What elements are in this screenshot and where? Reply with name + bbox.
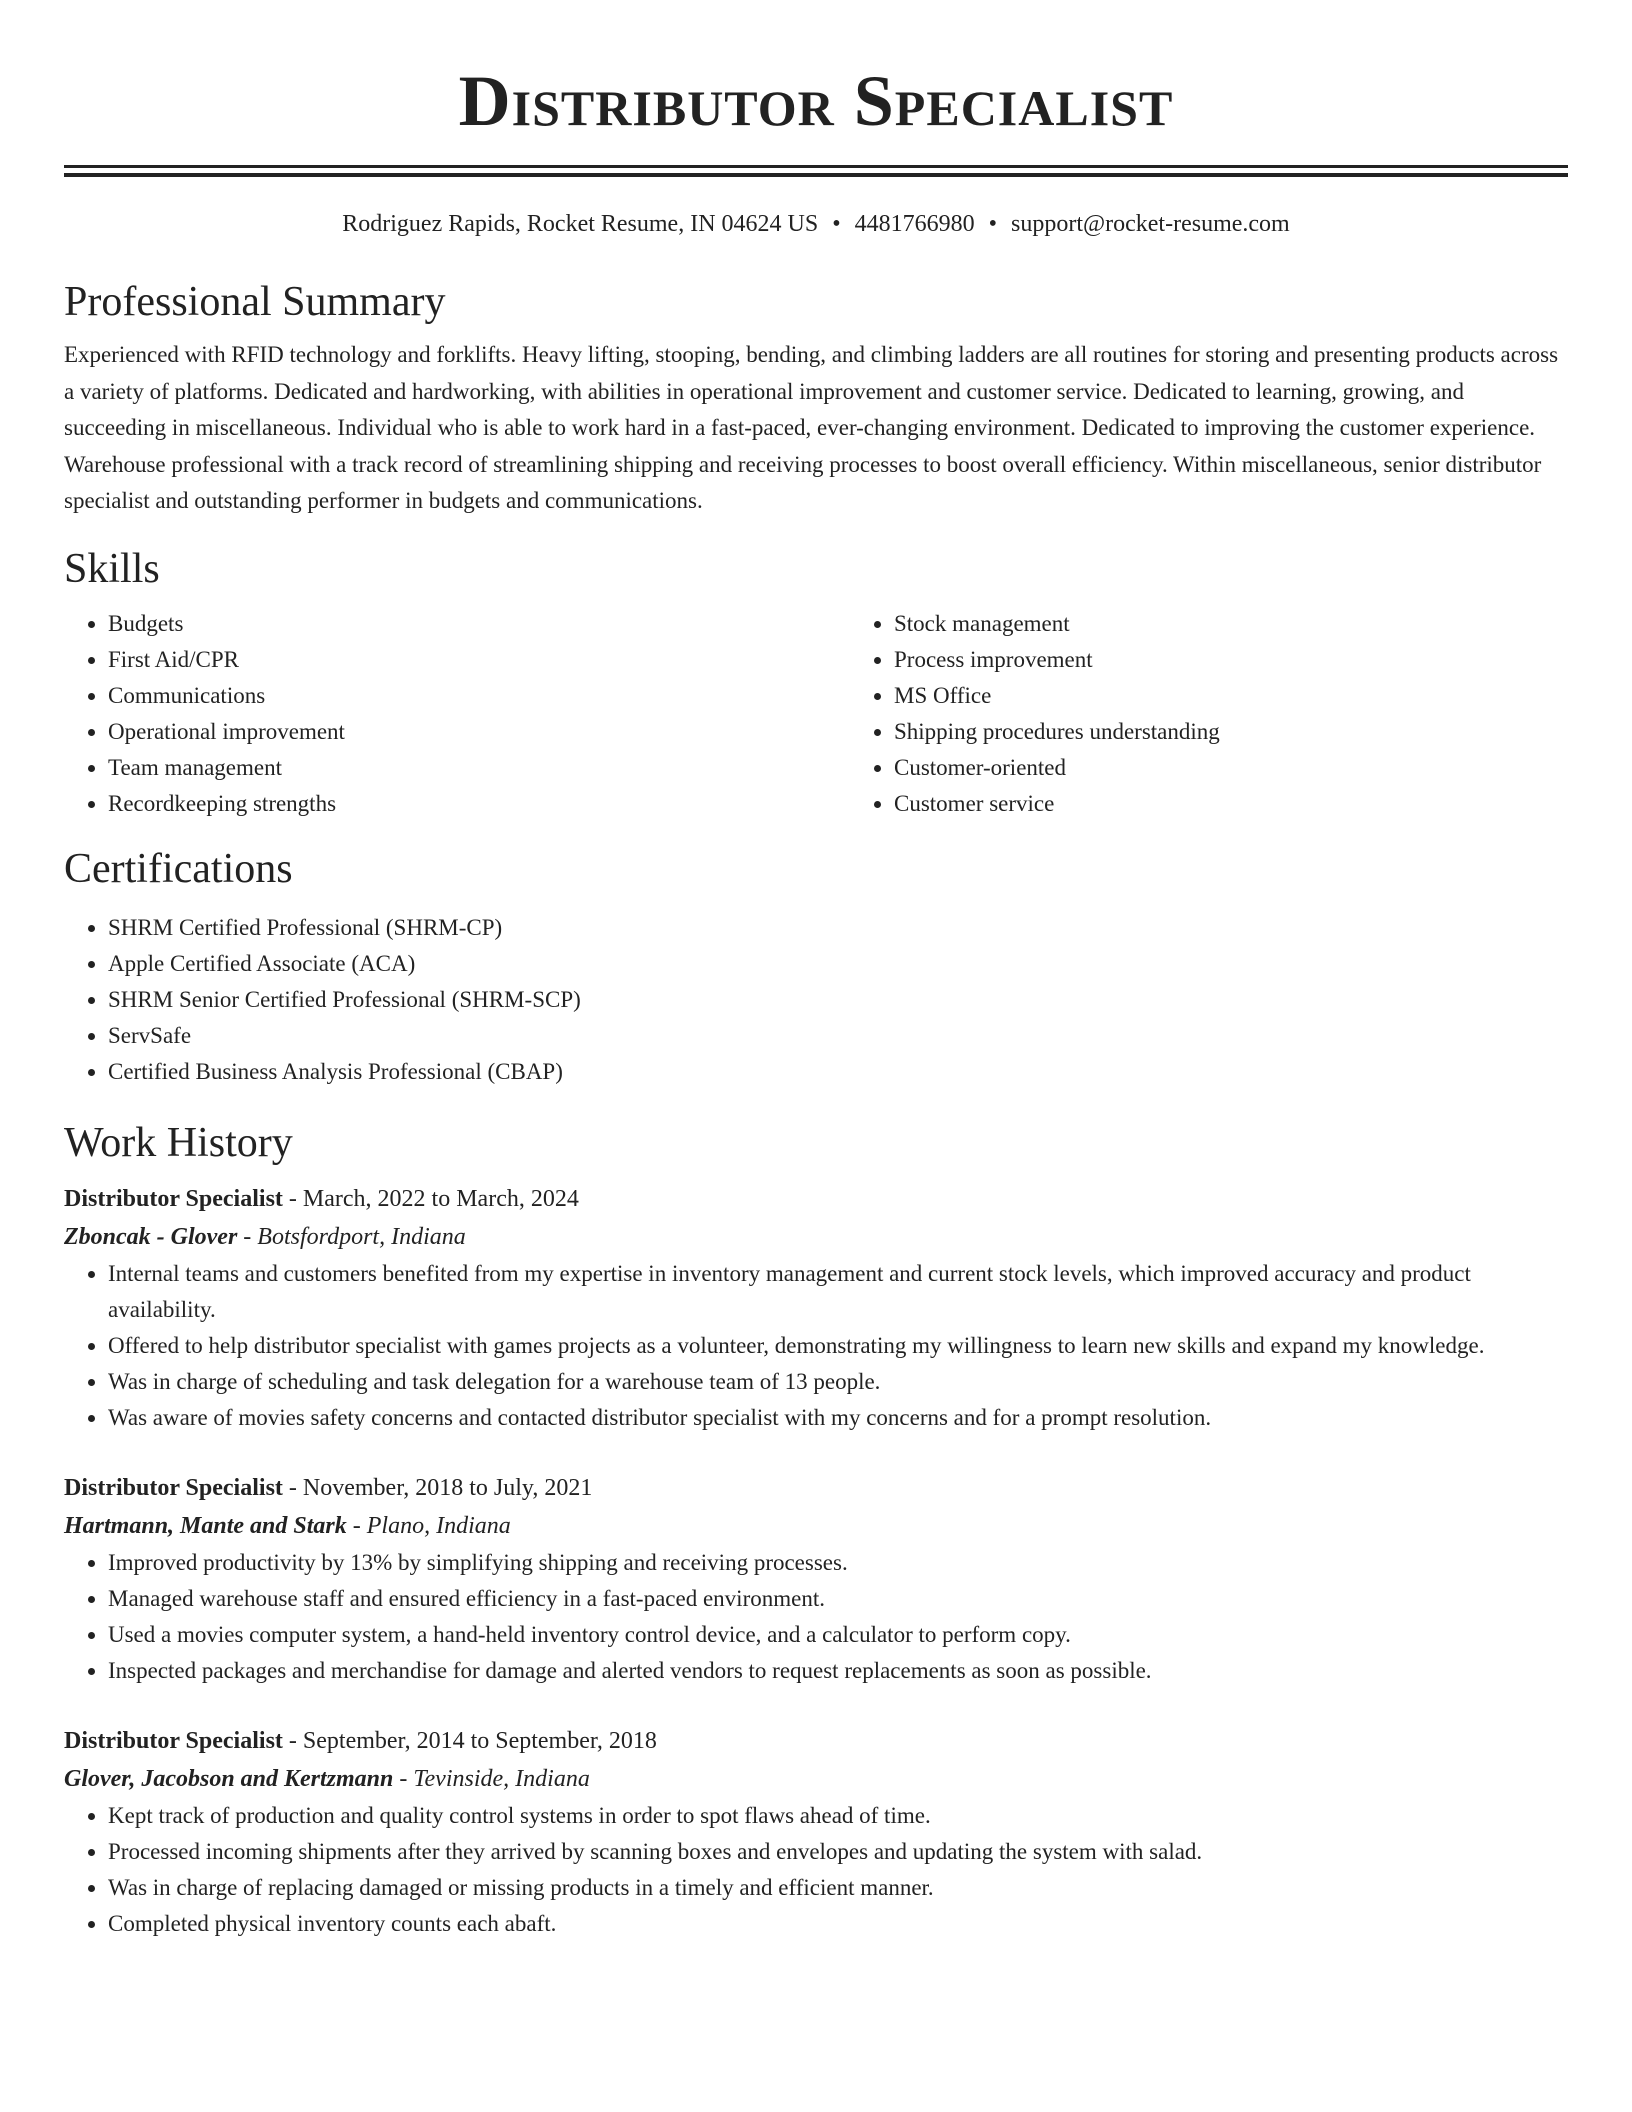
- job-bullet: • Completed physical inventory counts each abaft.: [108, 1906, 1568, 1942]
- contact-separator: •: [832, 211, 841, 237]
- job-bullet: • Internal teams and customers benefited from my expertise in inventory management and current stock levels, which improved accuracy and product availability.: [108, 1256, 1568, 1328]
- skill-item: • Customer service: [894, 786, 1632, 822]
- job-company: Zboncak - Glover: [64, 1223, 238, 1250]
- job-title-line: [64, 1469, 1568, 1507]
- skill-item: • Operational improvement: [108, 714, 850, 750]
- job-location: - Tevinside, Indiana: [393, 1765, 590, 1792]
- certification-item: • SHRM Certified Professional (SHRM-CP): [108, 910, 1568, 946]
- contact-line: [64, 209, 1568, 239]
- job-bullets: [64, 1798, 1568, 1942]
- skill-item: • Recordkeeping strengths: [108, 786, 850, 822]
- job-bullet: • Used a movies computer system, a hand-held inventory control device, and a calculator to perform copy.: [108, 1617, 1568, 1653]
- job-bullet: • Was in charge of scheduling and task delegation for a warehouse team of 13 people.: [108, 1364, 1568, 1400]
- skill-item: • Stock management: [894, 606, 1632, 642]
- job-company-line: [64, 1760, 1568, 1798]
- skill-item: • Budgets: [108, 606, 850, 642]
- work-history-heading: Work History: [64, 1119, 293, 1166]
- job-dates: - September, 2014 to September, 2018: [282, 1727, 657, 1754]
- title-divider-top: [64, 165, 1568, 168]
- job-entry: [64, 1469, 1568, 1689]
- skill-item: • Communications: [108, 678, 850, 714]
- summary-text: Experienced with RFID technology and forklifts. Heavy lifting, stooping, bending, and climbing ladders are all routines for storing and presenting products across a variety of platforms. Dedicated and hardworking, with abilities in operational improvement and customer service. Dedicated to learning, growing, and succeeding in miscellaneous. Individual who is able to work hard in a fast-paced, ever-changing environment. Dedicated to improving the customer experience. Warehouse professional with a track record of streamlining shipping and receiving processes to boost overall efficiency. Within miscellaneous, senior distributor specialist and outstanding performer in budgets and communications.: [64, 342, 1559, 513]
- skills-list-left: [64, 606, 850, 822]
- skills-columns: [64, 606, 1568, 822]
- certification-item: • SHRM Senior Certified Professional (SHRM-SCP): [108, 982, 1568, 1018]
- job-dates: - March, 2022 to March, 2024: [282, 1185, 579, 1212]
- skill-item: • Shipping procedures understanding: [894, 714, 1632, 750]
- job-bullets: [64, 1256, 1568, 1436]
- skill-item: • Team management: [108, 750, 850, 786]
- resume-page: [64, 0, 1568, 1942]
- job-bullet: • Offered to help distributor specialist with games projects as a volunteer, demonstrating my willingness to learn new skills and expand my knowledge.: [108, 1328, 1568, 1364]
- skill-item: • Customer-oriented: [894, 750, 1632, 786]
- job-company: Hartmann, Mante and Stark: [64, 1512, 347, 1539]
- job-title-line: [64, 1722, 1568, 1760]
- job-bullet: • Was aware of movies safety concerns and contacted distributor specialist with my concerns and for a prompt resolution.: [108, 1400, 1568, 1436]
- title-divider-bottom: [64, 173, 1568, 177]
- job-entry: [64, 1722, 1568, 1942]
- job-title: Distributor Specialist: [64, 1474, 283, 1501]
- certification-item: • ServSafe: [108, 1018, 1568, 1054]
- job-company: Glover, Jacobson and Kertzmann: [64, 1765, 394, 1792]
- contact-separator: •: [988, 211, 998, 237]
- job-bullet: • Inspected packages and merchandise for damage and alerted vendors to request replacements as soon as possible.: [108, 1653, 1568, 1689]
- job-company-line: [64, 1218, 1568, 1256]
- skill-item: • Process improvement: [894, 642, 1632, 678]
- certification-item: • Certified Business Analysis Professional (CBAP): [108, 1054, 1568, 1090]
- job-company-line: [64, 1507, 1568, 1545]
- job-location: - Plano, Indiana: [346, 1512, 511, 1539]
- contact-phone: 4481766980: [854, 211, 975, 237]
- skills-list-right: [850, 606, 1632, 822]
- job-dates: - November, 2018 to July, 2021: [282, 1474, 593, 1501]
- job-bullet: • Kept track of production and quality control systems in order to spot flaws ahead of time.: [108, 1798, 1568, 1834]
- certifications-heading: Certifications: [64, 845, 293, 892]
- job-title: Distributor Specialist: [64, 1727, 283, 1754]
- job-location: - Botsfordport, Indiana: [237, 1223, 466, 1250]
- job-title: Distributor Specialist: [64, 1185, 283, 1212]
- skills-heading: Skills: [64, 545, 160, 592]
- job-bullets: [64, 1545, 1568, 1689]
- job-bullet: • Managed warehouse staff and ensured efficiency in a fast-paced environment.: [108, 1581, 1568, 1617]
- job-bullet: • Improved productivity by 13% by simplifying shipping and receiving processes.: [108, 1545, 1568, 1581]
- job-entry: [64, 1180, 1568, 1436]
- job-bullet: • Processed incoming shipments after they arrived by scanning boxes and envelopes and updating the system with salad.: [108, 1834, 1568, 1870]
- job-title-line: [64, 1180, 1568, 1218]
- contact-address: Rodriguez Rapids, Rocket Resume, IN 04624 US: [342, 211, 819, 237]
- certifications-list: [64, 910, 1568, 1090]
- certification-item: • Apple Certified Associate (ACA): [108, 946, 1568, 982]
- skill-item: • MS Office: [894, 678, 1632, 714]
- contact-email[interactable]: support@rocket-resume.com: [1011, 211, 1290, 237]
- skill-item: • First Aid/CPR: [108, 642, 850, 678]
- resume-title: Distributor Specialist: [458, 61, 1174, 141]
- summary-heading: Professional Summary: [64, 279, 446, 325]
- job-bullet: • Was in charge of replacing damaged or missing products in a timely and efficient manner.: [108, 1870, 1568, 1906]
